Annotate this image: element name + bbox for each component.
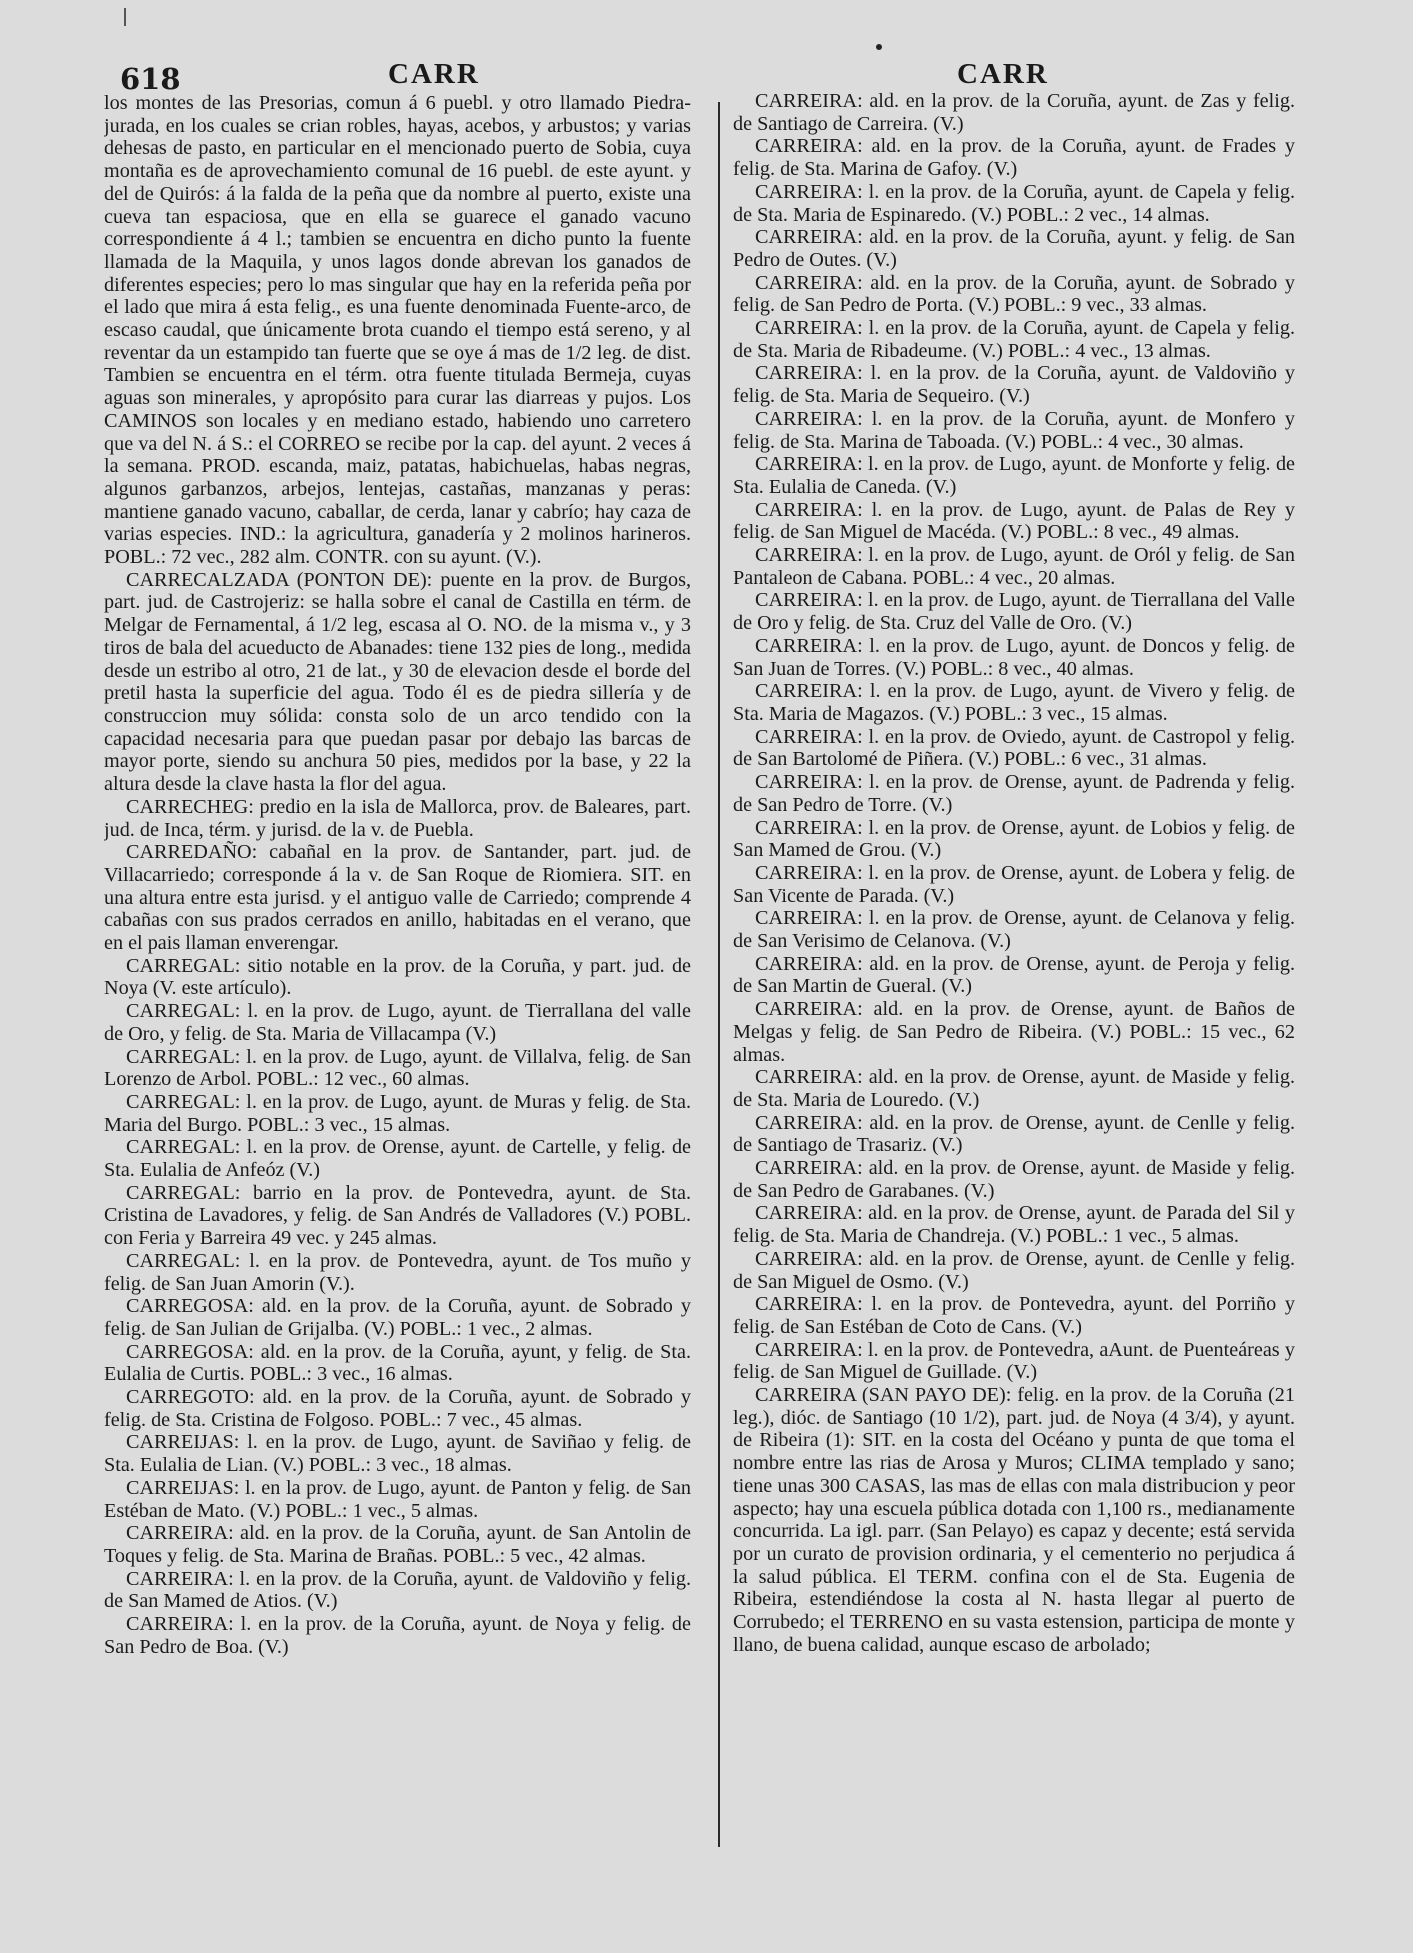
- running-header-left: CARR: [388, 58, 480, 90]
- entry-paragraph: CARREGOSA: ald. en la prov. de la Coruña, ayunt, y felig. de Sta. Eulalia de Curtis. POBL.: 3 vec., 16 almas.: [104, 1340, 691, 1386]
- entry-paragraph: CARREIRA: l. en la prov. de Lugo, ayunt. de Monforte y felig. de Sta. Eulalia de Caneda. (V.): [733, 453, 1295, 498]
- entry-paragraph: CARREIRA: l. en la prov. de Oviedo, ayunt. de Castropol y felig. de San Bartolomé de Piñera. (V.) POBL.: 6 vec., 31 almas.: [733, 725, 1295, 771]
- entry-paragraph: CARRECALZADA (PONTON DE): puente en la prov. de Burgos, part. jud. de Castrojeriz: se halla sobre el canal de Castilla en térm. de Melgar de Fernamental, á 1/2 leg, escasa al O. NO. de la misma v., y 3 tiros de bala del acueducto de Abanades: tiene 132 pies de long., medida desde un estribo al otro, 21 de lat., y 30 de elevacion desde el borde del pretil hasta la superficie del agua. Todo él es de piedra sillería y de construccion muy sólida: consta solo de un arco tendido con la capacidad necesaria para que puedan pasar por debajo las barcas de mayor porte, siendo su anchura 50 pies, medidos por la base, y 22 la altura desde la clave hasta la flor del agua.: [104, 568, 691, 796]
- entry-paragraph: CARREIRA: l. en la prov. de la Coruña, ayunt. de Capela y felig. de Sta. Maria de Ribadeume. (V.) POBL.: 4 vec., 13 almas.: [733, 317, 1295, 362]
- page-number: 618: [120, 62, 181, 96]
- entry-paragraph: CARREIRA: ald. en la prov. de la Coruña, ayunt. de Zas y felig. de Santiago de Carreira. (V.): [733, 90, 1295, 135]
- entry-paragraph: CARREIRA: l. en la prov. de Lugo, ayunt. de Palas de Rey y felig. de San Miguel de Macéda. (V.) POBL.: 8 vec., 49 almas.: [733, 498, 1295, 544]
- left-column: [104, 92, 691, 1852]
- entry-paragraph: CARREIRA: ald. en la prov. de Orense, ayunt. de Parada del Sil y felig. de Sta. Maria de Chandreja. (V.) POBL.: 1 vec., 5 almas.: [733, 1202, 1295, 1248]
- entry-paragraph: CARREIRA (SAN PAYO DE): felig. en la prov. de la Coruña (21 leg.), dióc. de Santiago (10 1/2), part. jud. de Noya (4 3/4), y ayunt. de Ribeira (1): SIT. en la costa del Océano y punta de que toma el nombre entre las rias de Arosa y Muros; CLIMA templado y sano; tiene unas 300 CASAS, las mas de ellas con mala distribucion y peor aspecto; hay una escuela pública dotada con 1,100 rs., medianamente concurrida. La igl. parr. (San Pelayo) es capaz y decente; está servida por un curato de provision ordinaria, y el cementerio no perjudica á la salud pública. El TERM. confina con el de Sta. Eugenia de Ribeira, estendiéndose la costa al N. hasta llegar al puerto de Corrubedo; el TERRENO en su vasta estension, participa de monte y llano, de buena calidad, aunque escaso de arbolado;: [733, 1384, 1295, 1656]
- entry-paragraph: CARREIRA: l. en la prov. de la Coruña, ayunt. de Valdoviño y felig. de Sta. Maria de Sequeiro. (V.): [733, 362, 1295, 408]
- entry-paragraph: CARREIJAS: l. en la prov. de Lugo, ayunt. de Saviñao y felig. de Sta. Eulalia de Lian. (V.) POBL.: 3 vec., 18 almas.: [104, 1431, 691, 1477]
- entry-paragraph: CARREGAL: l. en la prov. de Lugo, ayunt. de Tierrallana del valle de Oro, y felig. de Sta. Maria de Villacampa (V.): [104, 1000, 691, 1045]
- running-header-right: CARR: [957, 58, 1049, 90]
- entry-paragraph: CARREIRA: l. en la prov. de Pontevedra, ayunt. del Porriño y felig. de San Estéban de Coto de Cans. (V.): [733, 1293, 1295, 1338]
- scan-mark: [124, 8, 126, 26]
- entry-paragraph: CARREIRA: ald. en la prov. de la Coruña, ayunt. de San Antolin de Toques y felig. de Sta. Marina de Brañas. POBL.: 5 vec., 42 almas.: [104, 1522, 691, 1567]
- entry-paragraph: CARREIRA: l. en la prov. de Orense, ayunt. de Padrenda y felig. de San Pedro de Torre. (V.): [733, 771, 1295, 816]
- entry-paragraph: CARREGOSA: ald. en la prov. de la Coruña, ayunt. de Sobrado y felig. de San Julian de Grijalba. (V.) POBL.: 1 vec., 2 almas.: [104, 1295, 691, 1340]
- entry-paragraph: CARREGOTO: ald. en la prov. de la Coruña, ayunt. de Sobrado y felig. de Sta. Cristina de Folgoso. POBL.: 7 vec., 45 almas.: [104, 1386, 691, 1431]
- entry-paragraph: CARREDAÑO: cabañal en la prov. de Santander, part. jud. de Villacarriedo; corresponde á la v. de San Roque de Riomiera. SIT. en una altura entre esta jurisd. y el antiguo valle de Carriedo; comprende 4 cabañas con sus prados cerrados en anillo, habitadas en el verano, que en el pais llaman enverengar.: [104, 841, 691, 955]
- scan-dot: [876, 44, 882, 50]
- entry-paragraph: CARREIRA: l. en la prov. de la Coruña, ayunt. de Capela y felig. de Sta. Maria de Espinaredo. (V.) POBL.: 2 vec., 14 almas.: [733, 180, 1295, 226]
- entry-paragraph: CARREIRA: l. en la prov. de Orense, ayunt. de Celanova y felig. de San Verisimo de Celanova. (V.): [733, 907, 1295, 953]
- entry-paragraph: CARREGAL: sitio notable en la prov. de la Coruña, y part. jud. de Noya (V. este artículo).: [104, 954, 691, 1000]
- entry-paragraph: CARREIRA: l. en la prov. de la Coruña, ayunt. de Valdoviño y felig. de San Mamed de Atios. (V.): [104, 1567, 691, 1613]
- entry-paragraph: CARREIRA: ald. en la prov. de Orense, ayunt. de Baños de Melgas y felig. de San Pedro de Ribeira. (V.) POBL.: 15 vec., 62 almas.: [733, 998, 1295, 1066]
- entry-paragraph: CARREIRA: l. en la prov. de la Coruña, ayunt. de Noya y felig. de San Pedro de Boa. (V.): [104, 1613, 691, 1658]
- entry-paragraph: CARREIRA: ald. en la prov. de la Coruña, ayunt. de Frades y felig. de Sta. Marina de Gafoy. (V.): [733, 135, 1295, 181]
- entry-paragraph: CARREIRA: l. en la prov. de Orense, ayunt. de Lobera y felig. de San Vicente de Parada. (V.): [733, 861, 1295, 907]
- entry-paragraph: CARREIRA: ald. en la prov. de la Coruña, ayunt. de Sobrado y felig. de San Pedro de Porta. (V.) POBL.: 9 vec., 33 almas.: [733, 271, 1295, 317]
- entry-paragraph: CARREIRA: ald. en la prov. de la Coruña, ayunt. y felig. de San Pedro de Outes. (V.): [733, 226, 1295, 271]
- entry-paragraph: CARREGAL: l. en la prov. de Pontevedra, ayunt. de Tos muño y felig. de San Juan Amorin (V.).: [104, 1249, 691, 1295]
- entry-paragraph: CARREGAL: l. en la prov. de Orense, ayunt. de Cartelle, y felig. de Sta. Eulalia de Anfeóz (V.): [104, 1136, 691, 1182]
- entry-paragraph: CARREIRA: l. en la prov. de la Coruña, ayunt. de Monfero y felig. de Sta. Marina de Taboada. (V.) POBL.: 4 vec., 30 almas.: [733, 407, 1295, 453]
- entry-paragraph: los montes de las Presorias, comun á 6 puebl. y otro llamado Piedra-jurada, en los cuales se crian robles, hayas, acebos, y arbustos; y varias dehesas de pasto, en particular en el mencionado puerto de Sobia, cuya montaña es de aprovechamiento comunal de 16 puebl. de este ayunt. y del de Quirós: á la falda de la peña que da nombre al puerto, existe una cueva tan espaciosa, que en ella se guarece el ganado vacuno correspondiente á 4 l.; tambien se encuentra en dicho punto la fuente llamada de la Maquila, y unos lagos donde abrevan los ganados de diferentes especies; pero lo mas singular que hay en la referida peña por el lado que mira á esta felig., es una fuente denominada Fuente-arco, de escaso caudal, que únicamente brota cuando el tiempo está sereno, y al reventar da un estampido tan fuerte que se oye á mas de 1/2 leg. de dist. Tambien se encuentra en el térm. otra fuente titulada Bermeja, cuyas aguas son minerales, y apropósito para curar las diarreas y pujos. Los CAMINOS son locales y en mediano estado, habiendo uno carretero que va del N. á S.: el CORREO se recibe por la cap. del ayunt. 2 veces á la semana. PROD. escanda, maiz, patatas, habichuelas, habas negras, algunos garbanzos, arbejos, lentejas, castañas, manzanas y peras: mantiene ganado vacuno, caballar, de cerda, lanar y cabrío; hay caza de varias especies. IND.: la agricultura, ganadería y 2 molinos harineros. POBL.: 72 vec., 282 alm. CONTR. con su ayunt. (V.).: [104, 92, 691, 569]
- entry-paragraph: CARREIRA: l. en la prov. de Lugo, ayunt. de Tierrallana del Valle de Oro y felig. de Sta. Cruz del Valle de Oro. (V.): [733, 589, 1295, 635]
- entry-paragraph: CARREIRA: l. en la prov. de Lugo, ayunt. de Doncos y felig. de San Juan de Torres. (V.) POBL.: 8 vec., 40 almas.: [733, 634, 1295, 680]
- entry-paragraph: CARREIRA: ald. en la prov. de Orense, ayunt. de Peroja y felig. de San Martin de Gueral. (V.): [733, 952, 1295, 998]
- entry-paragraph: CARREGAL: l. en la prov. de Lugo, ayunt. de Villalva, felig. de San Lorenzo de Arbol. POBL.: 12 vec., 60 almas.: [104, 1045, 691, 1091]
- entry-paragraph: CARREIRA: ald. en la prov. de Orense, ayunt. de Maside y felig. de San Pedro de Garabanes. (V.): [733, 1157, 1295, 1202]
- entry-paragraph: CARRECHEG: predio en la isla de Mallorca, prov. de Baleares, part. jud. de Inca, térm. y jurisd. de la v. de Puebla.: [104, 795, 691, 841]
- entry-paragraph: CARREIRA: l. en la prov. de Pontevedra, aAunt. de Puenteáreas y felig. de San Miguel de Guillade. (V.): [733, 1338, 1295, 1384]
- entry-paragraph: CARREGAL: barrio en la prov. de Pontevedra, ayunt. de Sta. Cristina de Lavadores, y felig. de San Andrés de Valladores (V.) POBL. con Feria y Barreira 49 vec. y 245 almas.: [104, 1181, 691, 1250]
- entry-paragraph: CARREGAL: l. en la prov. de Lugo, ayunt. de Muras y felig. de Sta. Maria del Burgo. POBL.: 3 vec., 15 almas.: [104, 1090, 691, 1136]
- entry-paragraph: CARREIRA: l. en la prov. de Lugo, ayunt. de Oról y felig. de San Pantaleon de Cabana. POBL.: 4 vec., 20 almas.: [733, 544, 1295, 589]
- entry-paragraph: CARREIRA: l. en la prov. de Lugo, ayunt. de Vivero y felig. de Sta. Maria de Magazos. (V.) POBL.: 3 vec., 15 almas.: [733, 680, 1295, 725]
- entry-paragraph: CARREIRA: ald. en la prov. de Orense, ayunt. de Maside y felig. de Sta. Maria de Louredo. (V.): [733, 1066, 1295, 1111]
- entry-paragraph: CARREIRA: ald. en la prov. de Orense, ayunt. de Cenlle y felig. de Santiago de Trasariz. (V.): [733, 1111, 1295, 1157]
- entry-paragraph: CARREIRA: ald. en la prov. de Orense, ayunt. de Cenlle y felig. de San Miguel de Osmo. (V.): [733, 1247, 1295, 1293]
- entry-paragraph: CARREIRA: l. en la prov. de Orense, ayunt. de Lobios y felig. de San Mamed de Grou. (V.): [733, 816, 1295, 862]
- column-divider: [718, 102, 720, 1847]
- entry-paragraph: CARREIJAS: l. en la prov. de Lugo, ayunt. de Panton y felig. de San Estéban de Mato. (V.) POBL.: 1 vec., 5 almas.: [104, 1476, 691, 1522]
- right-column: [733, 90, 1295, 1850]
